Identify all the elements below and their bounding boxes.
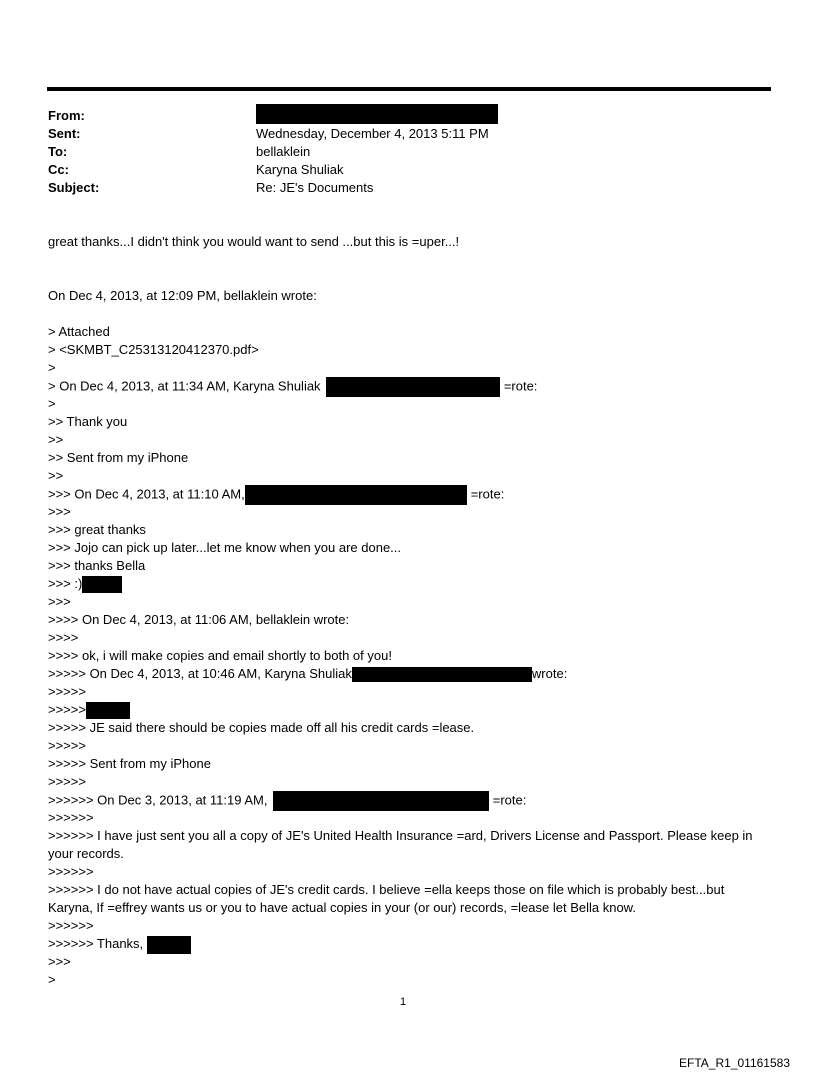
body-line-text: =rote:: [492, 792, 527, 808]
body-line: >>>>>>: [48, 864, 94, 879]
body-line-text: > On Dec 4, 2013, at 11:34 AM, Karyna Shuliak: [48, 378, 321, 394]
body-line-with-redaction: [48, 701, 130, 719]
subject-value: Re: JE's Documents: [256, 180, 374, 195]
body-line: >>> thanks Bella: [48, 558, 146, 573]
page-number: 1: [400, 996, 407, 1008]
redaction-bar: [256, 104, 498, 124]
body-line: >>>>>: [48, 774, 86, 789]
body-line-text: >>>>> On Dec 4, 2013, at 10:46 AM, Karyna Shuliak: [48, 666, 352, 681]
body-line: >>>>>> I have just sent you all a copy of JE's United Health Insurance =ard, Drivers License and Passport. Please keep in your records.: [48, 828, 753, 861]
body-line: On Dec 4, 2013, at 12:09 PM, bellaklein wrote:: [48, 288, 317, 303]
body-line: >>>: [48, 594, 71, 609]
redaction-bar: [147, 936, 191, 954]
redaction-bar: [245, 485, 467, 505]
body-line: >>>>>: [48, 684, 86, 699]
body-line: > Attached: [48, 324, 110, 339]
quoted-header-line: [48, 791, 526, 809]
body-line-text: >>>>>: [48, 702, 86, 717]
body-line: >>>: [48, 954, 71, 969]
cc-label: Cc:: [48, 162, 69, 177]
body-line: great thanks...I didn't think you would want to send ...but this is =uper...!: [48, 234, 460, 249]
body-line-text: =rote:: [470, 486, 505, 502]
redaction-bar: [352, 667, 532, 682]
body-line-text: >>> :): [48, 576, 83, 591]
redaction-bar: [82, 576, 122, 593]
quoted-header-line: [48, 377, 537, 395]
redaction-bar: [86, 702, 130, 719]
email-body: [48, 233, 772, 993]
body-line: >>>: [48, 504, 71, 519]
body-line: >>>>>>: [48, 810, 94, 825]
to-label: To:: [48, 144, 68, 159]
quoted-header-line: [48, 485, 504, 503]
body-line: >>> great thanks: [48, 522, 146, 537]
header-rule: [47, 87, 771, 91]
body-line: > <SKMBT_C25313120412370.pdf>: [48, 342, 259, 357]
body-line-with-redaction: [48, 935, 191, 953]
quoted-header-line: [48, 665, 567, 683]
body-line: >: [48, 396, 56, 411]
redaction-bar: [273, 791, 489, 811]
body-line: >>: [48, 468, 64, 483]
body-line-text: =rote:: [503, 378, 538, 394]
body-line: >: [48, 972, 56, 987]
body-line: >: [48, 360, 56, 375]
to-value: bellaklein: [256, 144, 311, 159]
body-line-text: >>> On Dec 4, 2013, at 11:10 AM,: [48, 486, 245, 502]
body-line: >>>>> Sent from my iPhone: [48, 756, 211, 771]
sent-value: Wednesday, December 4, 2013 5:11 PM: [256, 126, 489, 141]
from-value-redacted: [256, 104, 498, 124]
body-line: >>>>>: [48, 738, 86, 753]
subject-label: Subject:: [48, 180, 100, 195]
body-line: >>: [48, 432, 64, 447]
email-header: [48, 107, 772, 199]
body-line: >>>> On Dec 4, 2013, at 11:06 AM, bellaklein wrote:: [48, 612, 350, 627]
redaction-bar: [326, 377, 500, 397]
from-label: From:: [48, 108, 85, 123]
body-line: >> Thank you: [48, 414, 128, 429]
body-line-with-redaction: [48, 575, 122, 593]
body-line: >> Sent from my iPhone: [48, 450, 189, 465]
body-line: >>>>>>: [48, 918, 94, 933]
body-line: >>>>>> I do not have actual copies of JE's credit cards. I believe =ella keeps those on file which is probably best...but Karyna, If =effrey wants us or you to have actual copies in your (or our) records, =lease let Bella know.: [48, 882, 725, 915]
bates-number: EFTA_R1_01161583: [679, 1056, 790, 1070]
body-line-text: wrote:: [531, 666, 568, 681]
body-line: >>>>> JE said there should be copies made off all his credit cards =lease.: [48, 720, 475, 735]
body-line-text: >>>>>> On Dec 3, 2013, at 11:19 AM,: [48, 792, 268, 808]
body-line: >>> Jojo can pick up later...let me know when you are done...: [48, 540, 402, 555]
sent-label: Sent:: [48, 126, 81, 141]
body-line: >>>>: [48, 630, 79, 645]
cc-value: Karyna Shuliak: [256, 162, 344, 177]
body-line-text: >>>>>> Thanks,: [48, 936, 144, 951]
body-line: >>>> ok, i will make copies and email shortly to both of you!: [48, 648, 392, 663]
